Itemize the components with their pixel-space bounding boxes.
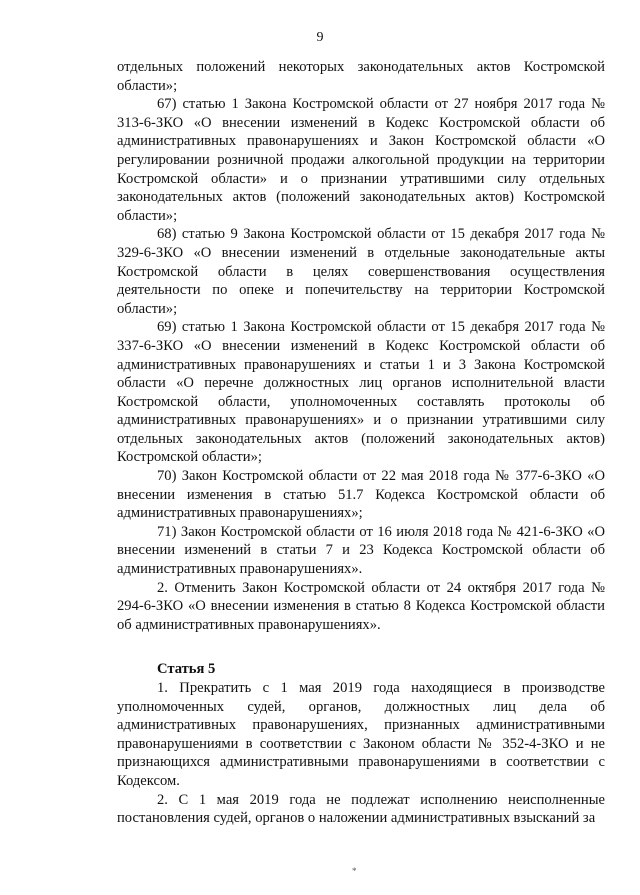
list-item-70: 70) Закон Костромской области от 22 мая 2018 года № 377-6-ЗКО «О внесении изменения в статью 51.7 Кодекса Костромской области об административных правонарушениях»; xyxy=(117,468,605,522)
paragraph-continuation: отдельных положений некоторых законодательных актов Костромской области»; xyxy=(117,59,605,94)
article-5-clause-1: 1. Прекратить с 1 мая 2019 года находящиеся в производстве уполномоченных судей, органов, должностных лиц дела об административных правонарушениях, признанных административными правонарушениями в соответствии с Законом области № 352-4-ЗКО и не признающихся административными правонарушениями в соответствии с Кодексом. xyxy=(117,680,605,789)
clause-2-repeal: 2. Отменить Закон Костромской области от 24 октября 2017 года № 294-6-ЗКО «О внесении изменения в статью 8 Кодекса Костромской области об административных правонарушениях». xyxy=(117,579,605,633)
scan-mark: * xyxy=(352,866,357,876)
list-item-71: 71) Закон Костромской области от 16 июля 2018 года № 421-6-ЗКО «О внесении изменений в статьи 7 и 23 Кодекса Костромской области об административных правонарушениях». xyxy=(117,523,605,578)
list-item-67: 67) статью 1 Закона Костромской области от 27 ноября 2017 года № 313-6-ЗКО «О внесении изменений в Кодекс Костромской области об административных правонарушениях и Закон Костромской области «О регулировании розничной продажи алкогольной продукции на территории Костромской области» и о признании утратившими силу отдельных законодательных актов (положений законодательных актов) Костромской области»; xyxy=(117,96,605,224)
article-5-clause-2: 2. С 1 мая 2019 года не подлежат исполнению неисполненные постановления судей, органов о наложении административных взысканий за xyxy=(117,791,605,827)
article-5-title: Статья 5 xyxy=(157,661,216,678)
page-number: 9 xyxy=(316,30,324,45)
list-item-68: 68) статью 9 Закона Костромской области от 15 декабря 2017 года № 329-6-ЗКО «О внесении изменений в отдельные законодательные акты Костромской области в целях совершенствования осуществления деятельности по опеке и попечительству на территории Костромской области»; xyxy=(117,226,605,317)
document-body xyxy=(117,58,605,828)
list-item-69: 69) статью 1 Закона Костромской области от 15 декабря 2017 года № 337-6-ЗКО «О внесении изменений в Кодекс Костромской области об административных правонарушениях и статьи 1 и 3 Закона Костромской области «О перечне должностных лиц органов исполнительной власти Костромской области, уполномоченных составлять протоколы об административных правонарушениях» и о признании утратившими силу отдельных законодательных актов (положений законодательных актов) Костромской области»; xyxy=(117,319,605,466)
